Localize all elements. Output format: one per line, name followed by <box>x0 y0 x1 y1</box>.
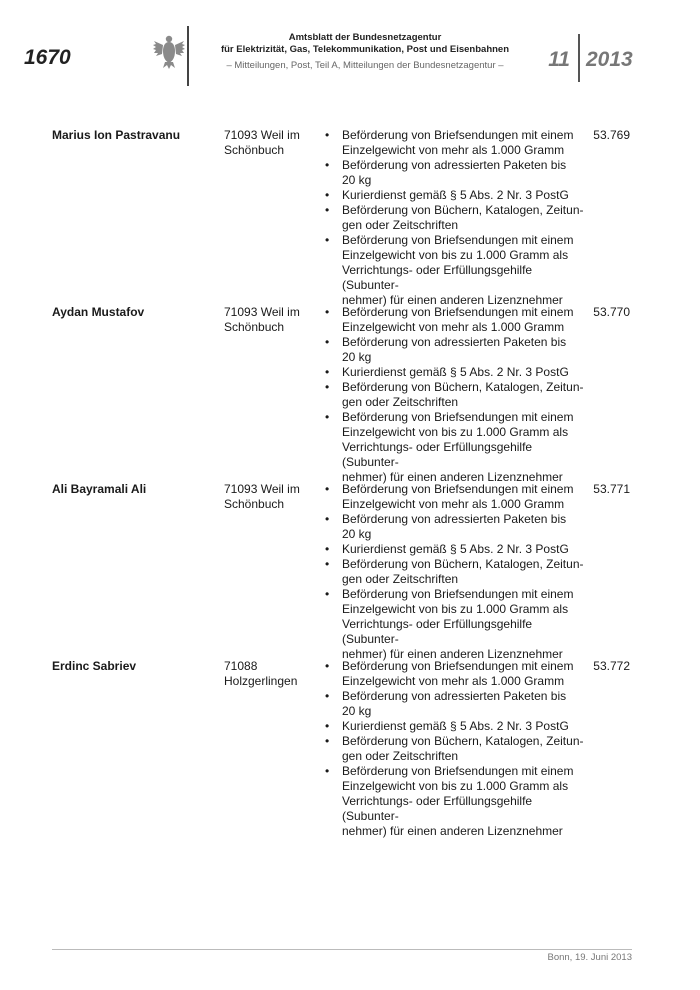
licensee-address <box>224 305 316 335</box>
service-item <box>322 203 590 233</box>
service-item <box>322 542 590 557</box>
address-line: Schönbuch <box>224 320 285 334</box>
service-line: gen oder Zeitschriften <box>342 218 459 232</box>
address-line: 71093 Weil im <box>224 128 300 142</box>
gazette-title <box>200 32 530 56</box>
service-item <box>322 335 590 365</box>
service-line: Kurierdienst gemäß § 5 Abs. 2 Nr. 3 PostG <box>342 188 569 202</box>
licensee-name: Aydan Mustafov <box>52 305 145 319</box>
service-line: Beförderung von Briefsendungen mit einem <box>342 587 574 601</box>
licensee-address <box>224 482 316 512</box>
service-item <box>322 659 590 689</box>
service-item <box>322 380 590 410</box>
service-line: Verrichtungs- oder Erfüllungsgehilfe (Subunter- <box>342 794 533 823</box>
service-line: Beförderung von Büchern, Katalogen, Zeitun- <box>342 380 584 394</box>
service-line: Beförderung von adressierten Paketen bis <box>342 158 567 172</box>
service-line: Einzelgewicht von mehr als 1.000 Gramm <box>342 143 565 157</box>
service-line: Beförderung von adressierten Paketen bis <box>342 335 567 349</box>
service-line: Beförderung von Briefsendungen mit einem <box>342 410 574 424</box>
bullet-icon: • <box>325 689 330 703</box>
bullet-icon: • <box>325 734 330 748</box>
service-list <box>322 659 590 839</box>
gazette-subtitle: – Mitteilungen, Post, Teil A, Mitteilungen der Bundesnetzagentur – <box>226 60 504 71</box>
service-line: Einzelgewicht von bis zu 1.000 Gramm als <box>342 248 569 262</box>
license-entry <box>0 659 700 836</box>
service-line: Beförderung von adressierten Paketen bis <box>342 512 567 526</box>
service-item <box>322 734 590 764</box>
address-line: 71088 <box>224 659 258 673</box>
bullet-icon: • <box>325 482 330 496</box>
service-item <box>322 587 590 662</box>
service-item <box>322 365 590 380</box>
bullet-icon: • <box>325 542 330 556</box>
service-item <box>322 158 590 188</box>
service-item <box>322 719 590 734</box>
address-line: Schönbuch <box>224 497 285 511</box>
address-line: Schönbuch <box>224 143 285 157</box>
service-line: 20 kg <box>342 704 372 718</box>
license-entry <box>0 305 700 482</box>
service-line: gen oder Zeitschriften <box>342 395 459 409</box>
service-list <box>322 482 590 662</box>
service-line: Beförderung von Briefsendungen mit einem <box>342 659 574 673</box>
service-item <box>322 410 590 485</box>
service-line: Verrichtungs- oder Erfüllungsgehilfe (Subunter- <box>342 440 533 469</box>
address-line: 71093 Weil im <box>224 482 300 496</box>
bullet-icon: • <box>325 188 330 202</box>
address-line: Holzgerlingen <box>224 674 298 688</box>
license-entry <box>0 482 700 659</box>
service-item <box>322 764 590 839</box>
bullet-icon: • <box>325 305 330 319</box>
licensee-name: Marius Ion Pastravanu <box>52 128 181 142</box>
service-line: Beförderung von Büchern, Katalogen, Zeitun- <box>342 557 584 571</box>
service-line: Beförderung von Büchern, Katalogen, Zeitun- <box>342 734 584 748</box>
service-line: Verrichtungs- oder Erfüllungsgehilfe (Subunter- <box>342 617 533 646</box>
service-line: nehmer) für einen anderen Lizenznehmer <box>342 293 563 307</box>
service-line: Kurierdienst gemäß § 5 Abs. 2 Nr. 3 PostG <box>342 542 569 556</box>
federal-eagle-icon <box>152 32 186 70</box>
service-line: Einzelgewicht von mehr als 1.000 Gramm <box>342 320 565 334</box>
service-line: Beförderung von Briefsendungen mit einem <box>342 128 574 142</box>
service-line: Verrichtungs- oder Erfüllungsgehilfe (Subunter- <box>342 263 533 292</box>
service-line: gen oder Zeitschriften <box>342 749 459 763</box>
service-item <box>322 305 590 335</box>
licensee-name: Erdinc Sabriev <box>52 659 137 673</box>
issue-divider <box>578 34 580 82</box>
bullet-icon: • <box>325 365 330 379</box>
licensee-name: Ali Bayramali Ali <box>52 482 147 496</box>
bullet-icon: • <box>325 719 330 733</box>
service-item <box>322 482 590 512</box>
service-line: 20 kg <box>342 173 372 187</box>
service-item <box>322 233 590 308</box>
service-line: Beförderung von Briefsendungen mit einem <box>342 233 574 247</box>
registration-number: 53.772 <box>593 659 630 673</box>
issue-number: 11 <box>548 48 570 71</box>
footer-date: Bonn, 19. Juni 2013 <box>547 952 632 963</box>
bullet-icon: • <box>325 128 330 142</box>
service-line: Kurierdienst gemäß § 5 Abs. 2 Nr. 3 PostG <box>342 719 569 733</box>
address-line: 71093 Weil im <box>224 305 300 319</box>
footer-divider <box>52 949 632 950</box>
header-divider-bar <box>187 26 189 86</box>
service-line: Beförderung von Briefsendungen mit einem <box>342 482 574 496</box>
bullet-icon: • <box>325 587 330 601</box>
license-list <box>0 128 700 836</box>
gazette-title-line2: für Elektrizität, Gas, Telekommunikation, Post und Eisenbahnen <box>220 44 510 55</box>
bullet-icon: • <box>325 659 330 673</box>
service-line: Beförderung von Büchern, Katalogen, Zeitun- <box>342 203 584 217</box>
bullet-icon: • <box>325 557 330 571</box>
page-number: 1670 <box>24 46 71 69</box>
service-item <box>322 512 590 542</box>
service-line: 20 kg <box>342 527 372 541</box>
bullet-icon: • <box>325 335 330 349</box>
bullet-icon: • <box>325 380 330 394</box>
service-item <box>322 557 590 587</box>
service-line: Einzelgewicht von bis zu 1.000 Gramm als <box>342 602 569 616</box>
gazette-title-line1: Amtsblatt der Bundesnetzagentur <box>288 32 442 43</box>
bullet-icon: • <box>325 410 330 424</box>
licensee-address <box>224 659 316 689</box>
licensee-address <box>224 128 316 158</box>
service-line: Beförderung von Briefsendungen mit einem <box>342 764 574 778</box>
bullet-icon: • <box>325 203 330 217</box>
service-item <box>322 128 590 158</box>
service-line: nehmer) für einen anderen Lizenznehmer <box>342 647 563 661</box>
service-line: Einzelgewicht von mehr als 1.000 Gramm <box>342 674 565 688</box>
service-item <box>322 689 590 719</box>
service-line: gen oder Zeitschriften <box>342 572 459 586</box>
service-line: Einzelgewicht von bis zu 1.000 Gramm als <box>342 779 569 793</box>
registration-number: 53.770 <box>593 305 630 319</box>
service-line: Einzelgewicht von bis zu 1.000 Gramm als <box>342 425 569 439</box>
service-line: Kurierdienst gemäß § 5 Abs. 2 Nr. 3 PostG <box>342 365 569 379</box>
service-line: nehmer) für einen anderen Lizenznehmer <box>342 824 563 838</box>
service-list <box>322 305 590 485</box>
bullet-icon: • <box>325 233 330 247</box>
bullet-icon: • <box>325 158 330 172</box>
service-line: Beförderung von Briefsendungen mit einem <box>342 305 574 319</box>
registration-number: 53.769 <box>593 128 630 142</box>
issue-year: 2013 <box>586 48 633 71</box>
service-line: Beförderung von adressierten Paketen bis <box>342 689 567 703</box>
service-line: nehmer) für einen anderen Lizenznehmer <box>342 470 563 484</box>
bullet-icon: • <box>325 764 330 778</box>
registration-number: 53.771 <box>593 482 630 496</box>
bullet-icon: • <box>325 512 330 526</box>
service-line: 20 kg <box>342 350 372 364</box>
service-line: Einzelgewicht von mehr als 1.000 Gramm <box>342 497 565 511</box>
service-list <box>322 128 590 308</box>
service-item <box>322 188 590 203</box>
license-entry <box>0 128 700 305</box>
